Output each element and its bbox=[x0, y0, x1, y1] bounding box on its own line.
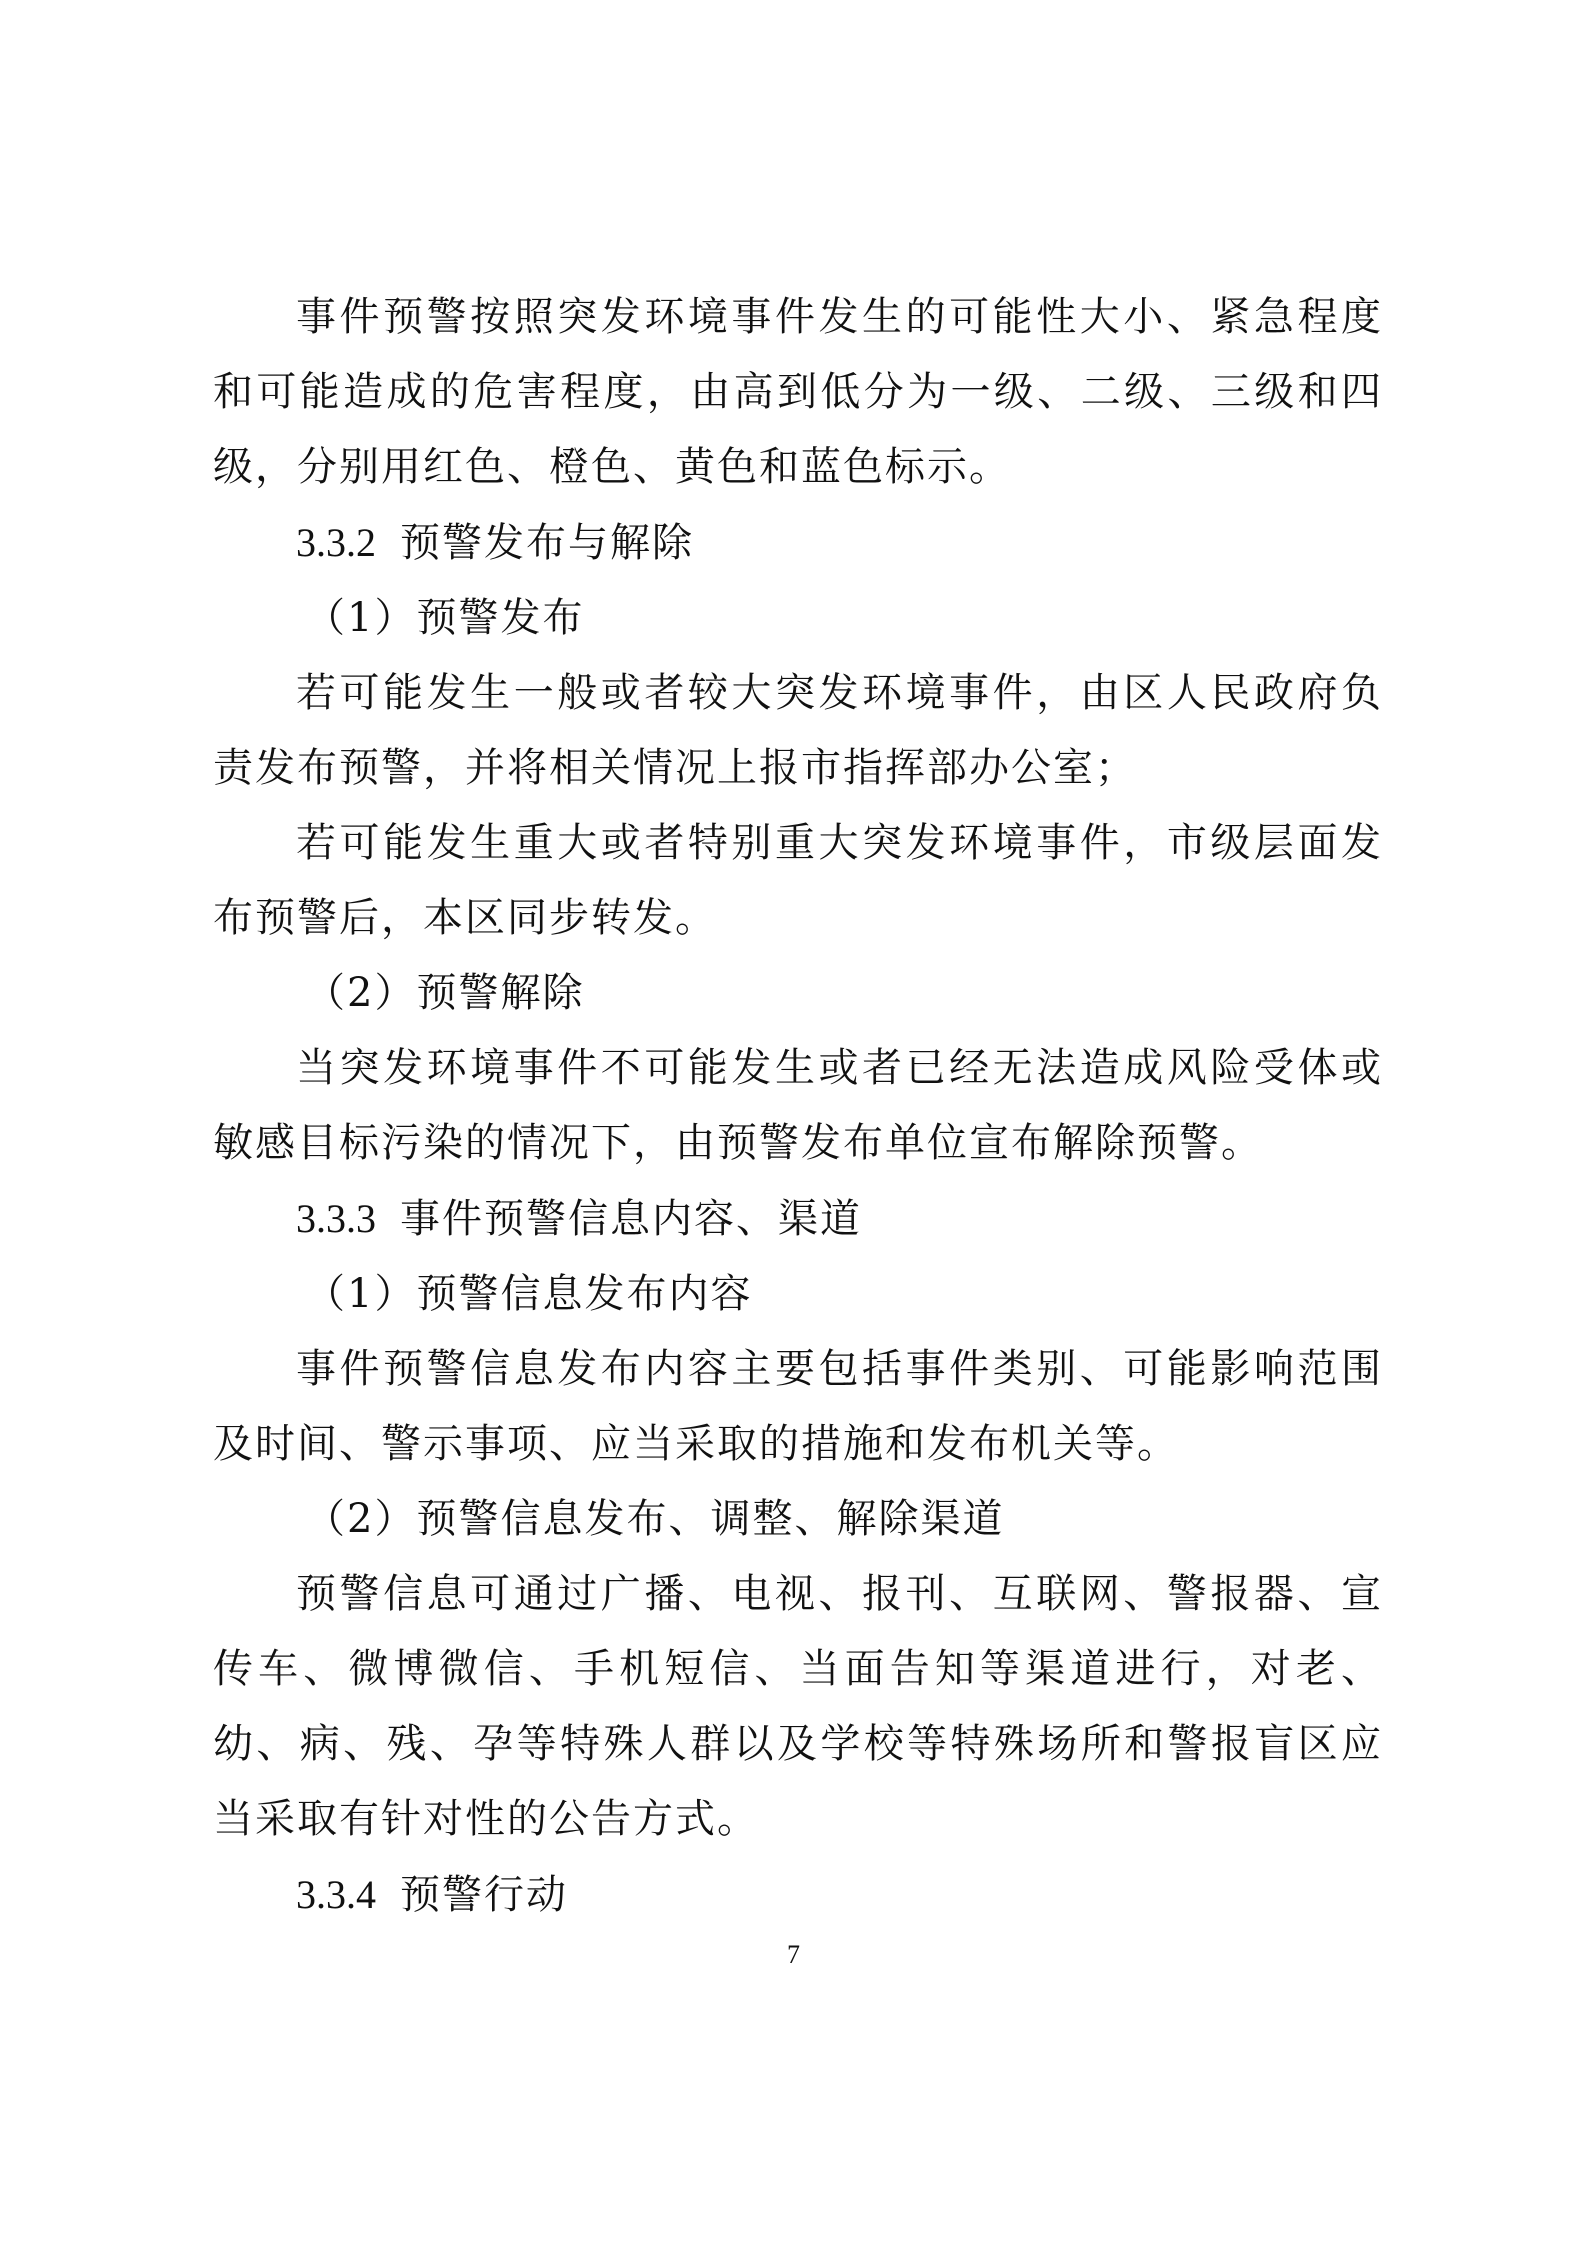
paragraph-general-event-warning: 若可能发生一般或者较大突发环境事件，由区人民政府负责发布预警，并将相关情况上报市指挥部办公室； bbox=[213, 670, 1383, 791]
page-number: 7 bbox=[787, 1940, 800, 1969]
section-number: 3.3.4 bbox=[296, 1872, 376, 1917]
paragraph-warning-lift: 当突发环境事件不可能发生或者已经无法造成风险受体或敏感目标污染的情况下，由预警发布单位宣布解除预警。 bbox=[213, 1045, 1383, 1166]
subheading-warning-content: （1）预警信息发布内容 bbox=[305, 1271, 753, 1317]
section-number: 3.3.2 bbox=[296, 520, 376, 565]
subheading-warning-channels: （2）预警信息发布、调整、解除渠道 bbox=[305, 1496, 1005, 1542]
paragraph-warning-channels: 预警信息可通过广播、电视、报刊、互联网、警报器、宣传车、微博微信、手机短信、当面告知等渠道进行，对老、幼、病、残、孕等特殊人群以及学校等特殊场所和警报盲区应当采取有针对性的公告方式。 bbox=[213, 1571, 1383, 1842]
section-title: 事件预警信息内容、渠道 bbox=[400, 1196, 862, 1242]
document-body bbox=[213, 280, 1383, 1933]
subheading-warning-release: （1）预警发布 bbox=[305, 595, 585, 641]
section-heading-3-3-4 bbox=[213, 1857, 1383, 1933]
section-heading-3-3-2 bbox=[213, 505, 1383, 581]
section-number: 3.3.3 bbox=[296, 1196, 376, 1241]
section-heading-3-3-3 bbox=[213, 1181, 1383, 1257]
section-title: 预警发布与解除 bbox=[400, 520, 694, 566]
paragraph-warning-content: 事件预警信息发布内容主要包括事件类别、可能影响范围及时间、警示事项、应当采取的措施和发布机关等。 bbox=[213, 1346, 1383, 1467]
section-title: 预警行动 bbox=[400, 1872, 568, 1918]
paragraph-major-event-warning: 若可能发生重大或者特别重大突发环境事件，市级层面发布预警后，本区同步转发。 bbox=[213, 820, 1383, 941]
subheading-warning-lift: （2）预警解除 bbox=[305, 970, 585, 1016]
paragraph-warning-levels: 事件预警按照突发环境事件发生的可能性大小、紧急程度和可能造成的危害程度，由高到低分为一级、二级、三级和四级，分别用红色、橙色、黄色和蓝色标示。 bbox=[213, 294, 1383, 490]
